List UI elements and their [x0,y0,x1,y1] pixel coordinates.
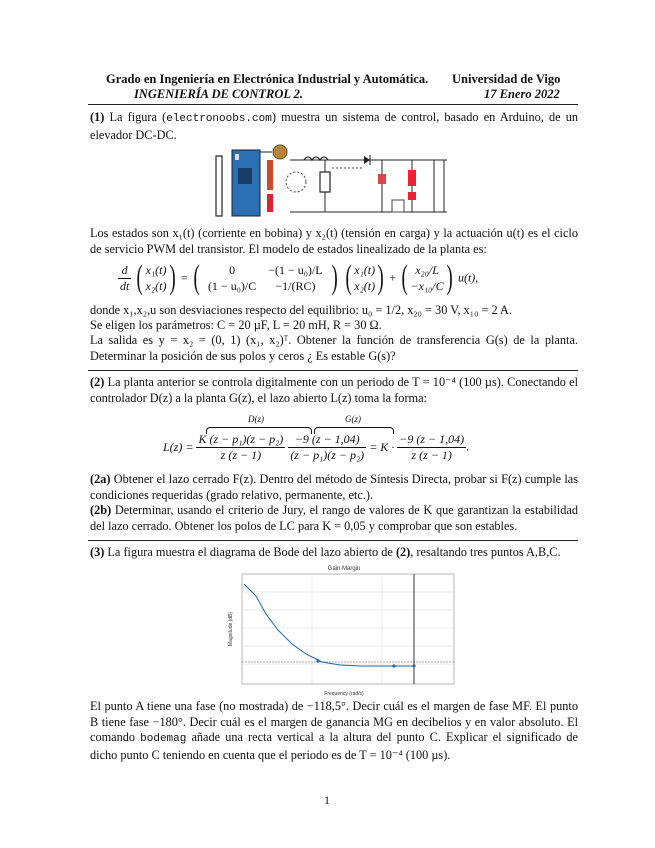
brace-label-d: D(z) [248,414,264,424]
input-u: u(t), [457,270,479,285]
problem-3-body-b: añade una recta vertical a la altura del punto C. Explicar el significado de dicho punto C teniendo en cuenta que el periodo es de T = 10⁻⁴ (100 µs). [90,730,578,762]
problem-3-text-a: La figura muestra el diagrama de Bode del lazo abierto de [107,545,396,559]
output-text: La salida es y = x₂ = (0, 1) (x₁, x₂)ᵀ. Obtener la función de transferencia G(s) de la planta. Determinar la posición de sus polos y ceros ¿ Es estable G(s)? [90,333,578,363]
plot-xlabel: Frequency (rad/s) [324,691,364,697]
g-numerator: −9 (z − 1,04) [288,432,366,448]
a12: −(1 − u₀)/L [268,263,323,277]
problem-2b-label: (2b) [90,503,112,517]
point-a-marker [316,659,319,662]
d-numerator: K (z − p₁)(z − p₂) [198,432,284,446]
problem-2a-text: Obtener el lazo cerrado F(z). Dentro del método de Síntesis Directa, probar si F(z) cumple las condiciones requeridas (grado relativo, permanente, etc.). [90,472,578,502]
vec-x1: x₁(t) [145,263,167,277]
problem-2b-text: Determinar, usando el criterio de Jury, el rango de valores de K que garantizan la estabilidad del lazo cerrado. Obtener los polos de LC para K = 0,05 y comprobar que son estables. [90,503,578,533]
problem-3-body [90,699,578,763]
result-numerator: −9 (z − 1,04) [399,432,465,446]
problem-2a-label: (2a) [90,472,111,486]
problem-2-text: La planta anterior se controla digitalmente con un periodo de T = 10⁻⁴ (100 µs). Conectando el controlador D(z) a la planta G(z), el lazo abierto L(z) toma la forma: [90,375,578,405]
b1: x₂₀/L [415,263,439,277]
problem-1-number: (1) [90,110,105,124]
bode-plot [226,562,462,698]
problem-2-intro [90,375,578,406]
state-equation: $\frac{d}{dt}$ ( x₁(t) x₂(t)) = ( 0 −(1 − u₀)/L (1 − u₀)/C −1/(RC) ) ( x₁(t) x₂(t)) + ( x₂₀/L −x₁₀/C) u(t), [120,259,479,296]
header-date: 17 Enero 2022 [484,87,560,101]
d-denominator: z (z − 1) [220,448,262,462]
circuit-figure [212,142,447,220]
rule-1 [88,370,578,371]
states-description: Los estados son x₁(t) (corriente en bobina) y x₂(t) (tensión en carga) y la actuación u(t) es el ciclo de servicio PWM del transistor. El modelo de estados linealizado de la planta es: [90,226,578,256]
problem-3-intro [90,545,578,561]
brace-label-g: G(z) [345,414,361,424]
parameters-text: Se eligen los parámetros: C = 20 µF, L = 20 mH, R = 30 Ω. [90,318,382,332]
vec-x1b: x₁(t) [354,263,376,277]
loop-equation: L(z) = $\frac{\text{K (z − p₁)(z − p₂)}}{z (z - 1)}$ $\frac{-9 (z - 1,04)}{\text{(z − p₁)(z − p₂)}}$ = K · $\frac{-9 (z - 1,04)}{z (z - 1)}$ . [163,432,470,462]
problem-2-number: (2) [90,375,105,389]
header-university: Universidad de Vigo [452,72,561,86]
intro-text-a: La figura ( [109,110,167,124]
problem-3-ref: (2) [395,545,411,559]
a21: (1 − u₀)/C [207,279,257,293]
source-url: electronoobs.com [166,113,272,125]
problem-2b [90,503,578,534]
problem-1-intro [90,110,578,143]
bodemag-command: bodemag [140,733,187,746]
capacitor-icon [378,174,386,184]
header-institution: Grado en Ingeniería en Electrónica Industrial y Automática. [106,72,429,86]
loop-mid: = K · [369,440,395,454]
b2: −x₁₀/C [410,279,444,293]
plot-ylabel: Magnitude (dB) [228,611,234,647]
problem-3-body-a: El punto A tiene una fase (no mostrada) de −118,5°. Decir cuál es el margen de fase MF. El punto B tiene fase −180°. Decir cuál es el margen de ganancia MG en decibelios y en valor absoluto. El comando [90,699,578,745]
problem-3-text-b: , resaltando tres puntos A,B,C. [410,545,561,559]
page-number: 1 [324,793,330,807]
vec-x2: x₂(t) [145,279,167,293]
header-rule [88,104,578,105]
header-course: INGENIERÍA DE CONTROL 2. [134,87,304,101]
equilibrium-text: donde x₁,x₂,u son desviaciones respecto del equilibrio: u₀ = 1/2, x₂₀ = 30 V, x₁₀ = 2 A. [90,303,512,317]
matrix-a [202,262,329,294]
plot-title: Gain Margin [327,566,361,572]
rule-2 [88,540,578,541]
problem-3-number: (3) [90,545,105,559]
result-denominator: z (z − 1) [411,448,452,462]
point-c-marker [412,664,415,667]
intro-text-b: ) muestra un sistema de control, basado en Arduino, de un elevador DC-DC. [90,110,579,142]
vec-x2b: x₂(t) [354,279,376,293]
potentiometer-icon [273,145,287,159]
load-resistor-icon [408,170,416,186]
g-denominator: (z − p₁)(z − p₂) [290,448,365,462]
problem-2a [90,472,578,503]
loop-lhs: L(z) = [163,440,194,454]
point-b-marker [392,664,395,667]
a22: −1/(RC) [275,279,316,293]
a11: 0 [229,263,236,277]
